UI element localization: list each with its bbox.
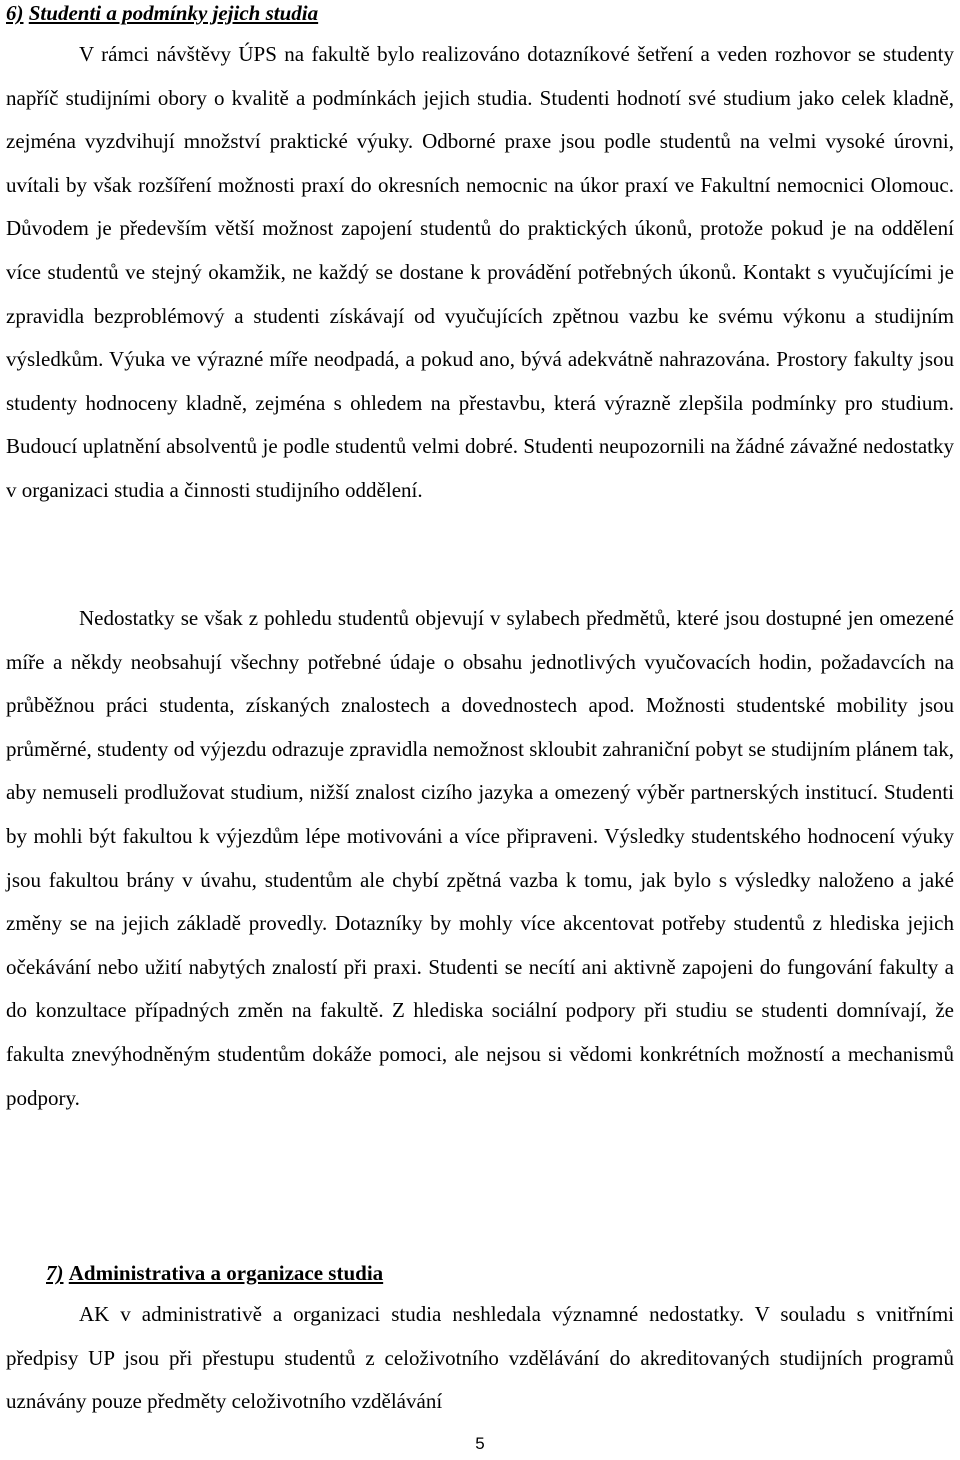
section-number: 7) <box>46 1261 64 1285</box>
paragraph: V rámci návštěvy ÚPS na fakultě bylo realizováno dotazníkové šetření a veden rozhovor se studenty napříč studijními obory o kvalitě a podmínkách jejich studia. Studenti hodnotí své studium jako celek kladně, zejména vyzdvihují množství praktické výuky. Odborné praxe jsou podle studentů na velmi vysoké úrovni, uvítali by však rozšíření možnosti praxí do okresních nemocnic na úkor praxí ve Fakultní nemocnici Olomouc. Důvodem je především větší možnost zapojení studentů do praktických úkonů, protože pokud je na oddělení více studentů ve stejný okamžik, ne každý se dostane k provádění potřebných úkonů. Kontakt s vyučujícími je zpravidla bezproblémový a studenti získávají od vyučujících zpětnou vazbu ke svému výkonu a studijním výsledkům. Výuka ve výrazné míře neodpadá, a pokud ano, bývá adekvátně nahrazována. Prostory fakulty jsou studenty hodnoceny kladně, zejména s ohledem na přestavbu, která výrazně zlepšila podmínky pro studium. Budoucí uplatnění absolventů je podle studentů velmi dobré. Studenti neupozornili na žádné závažné nedostatky v organizaci studia a činnosti studijního oddělení. <box>6 42 954 502</box>
paragraph: AK v administrativě a organizaci studia neshledala významné nedostatky. V souladu s vnitřními předpisy UP jsou při přestupu studentů z celoživotního vzdělávání do akreditovaných studijních programů uznávány pouze předměty celoživotního vzdělávání <box>6 1302 954 1414</box>
section-heading-7 <box>46 1260 383 1286</box>
section-title: Administrativa a organizace studia <box>68 1261 384 1285</box>
page-number: 5 <box>475 1434 485 1453</box>
section-title: Studenti a podmínky jejich studia <box>28 1 319 25</box>
section-heading-6 <box>6 0 318 26</box>
section-number: 6) <box>6 1 24 25</box>
paragraph: Nedostatky se však z pohledu studentů objevují v sylabech předmětů, které jsou dostupné jen omezené míře a někdy neobsahují všechny potřebné údaje o obsahu jednotlivých vyučovacích hodin, požadavcích na průběžnou práci studenta, získaných znalostech a dovednostech apod. Možnosti studentské mobility jsou průměrné, studenty od výjezdu odrazuje zpravidla nemožnost skloubit zahraniční pobyt se studijním plánem tak, aby nemuseli prodlužovat studium, nižší znalost cizího jazyka a omezený výběr partnerských institucí. Studenti by mohli být fakultou k výjezdům lépe motivováni a více připraveni. Výsledky studentského hodnocení výuky jsou fakultou brány v úvahu, studentům ale chybí zpětná vazba k tomu, jak bylo s výsledky naloženo a jaké změny se na jejich základě provedly. Dotazníky by mohly více akcentovat potřeby studentů z hlediska jejich očekávání nebo užití nabytých znalostí při praxi. Studenti se necítí ani aktivně zapojeni do fungování fakulty a do konzultace případných změn na fakultě. Z hlediska sociální podpory při studiu se studenti domnívají, že fakulta znevýhodněným studentům dokáže pomoci, ale nejsou si vědomi konkrétních možností a mechanismů podpory. <box>6 606 954 1110</box>
